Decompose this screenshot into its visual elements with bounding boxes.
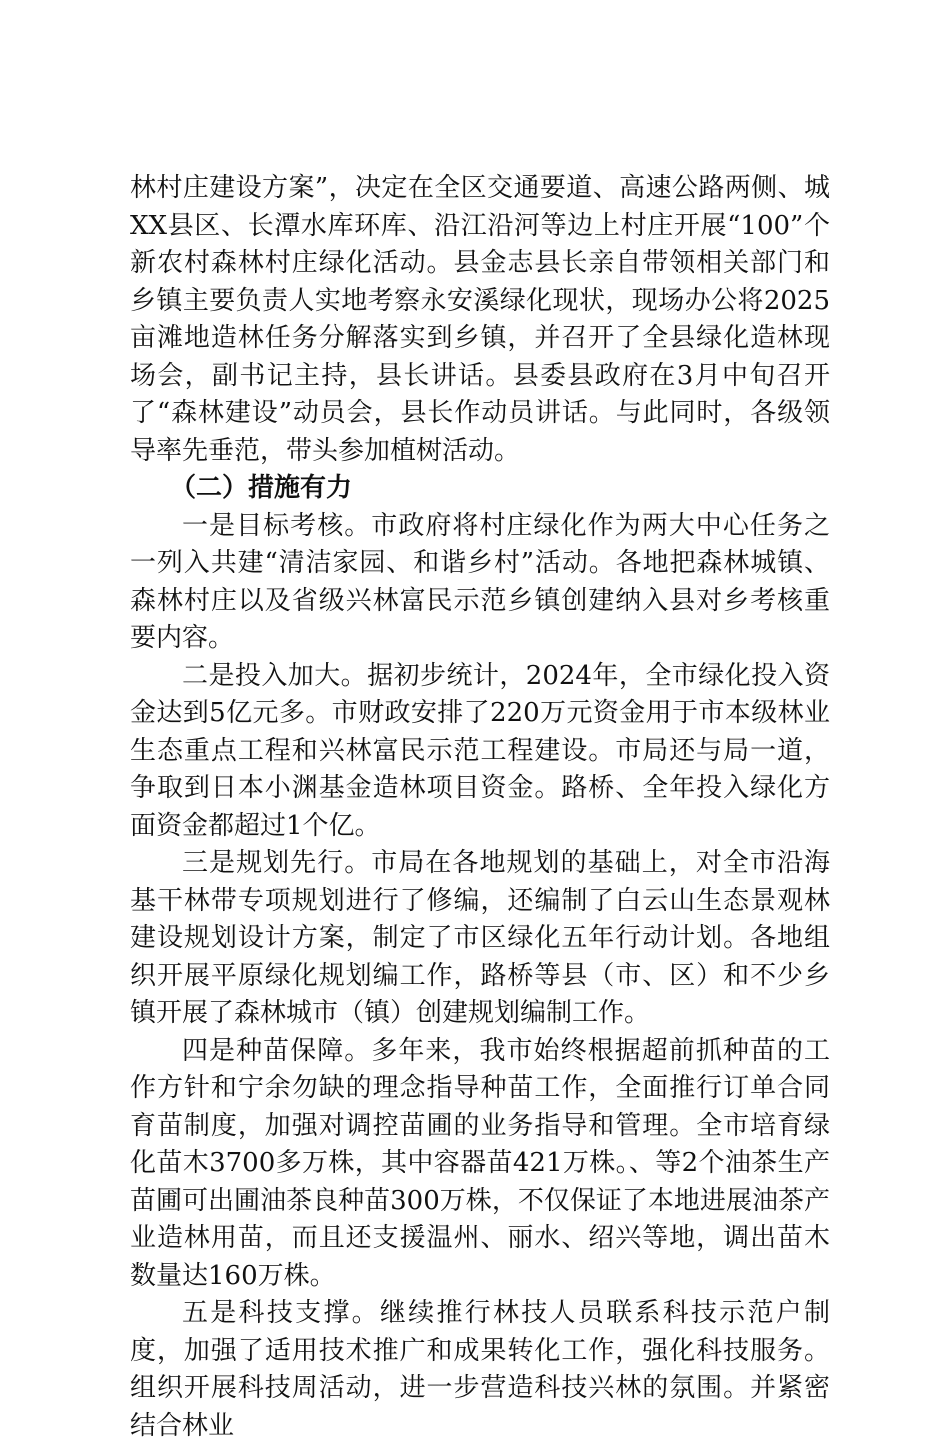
continued-paragraph: 林村庄建设方案”，决定在全区交通要道、高速公路两侧、城XX县区、长潭水库环库、沿江沿河等边上村庄开展“100”个新农村森林村庄绿化活动。县金志县长亲自带领相关部门和乡镇主要负责人实地考察永安溪绿化现状，现场办公将2025亩滩地造林任务分解落实到乡镇，并召开了全县绿化造林现场会，副书记主持，县长讲话。县委县政府在3月中旬召开了“森林建设”动员会，县长作动员讲话。与此同时，各级领导率先垂范，带头参加植树活动。	[130, 173, 830, 466]
paragraph-seedlings: 四是种苗保障。多年来，我市始终根据超前抓种苗的工作方针和宁余勿缺的理念指导种苗工作，全面推行订单合同育苗制度，加强对调控苗圃的业务指导和管理。全市培育绿化苗木3700多万株，其中容器苗421万株。、等2个油茶生产苗圃可出圃油茶良种苗300万株，不仅保证了本地进展油茶产业造林用苗，而且还支援温州、丽水、绍兴等地，调出苗木数量达160万株。	[130, 1035, 830, 1291]
paragraph-technology: 五是科技支撑。继续推行林技人员联系科技示范户制度，加强了适用技术推广和成果转化工作，强化科技服务。组织开展科技周活动，进一步营造科技兴林的氛围。并紧密结合林业	[130, 1298, 830, 1441]
document-body	[130, 170, 830, 1445]
paragraph-investment: 二是投入加大。据初步统计，2024年，全市绿化投入资金达到5亿元多。市财政安排了220万元资金用于市本级林业生态重点工程和兴林富民示范工程建设。市局还与局一道，争取到日本小渊基金造林项目资金。路桥、全年投入绿化方面资金都超过1个亿。	[130, 660, 830, 841]
paragraph-planning: 三是规划先行。市局在各地规划的基础上，对全市沿海基干林带专项规划进行了修编，还编制了白云山生态景观林建设规划设计方案，制定了市区绿化五年行动计划。各地组织开展平原绿化规划编工作，路桥等县（市、区）和不少乡镇开展了森林城市（镇）创建规划编制工作。	[130, 848, 830, 1028]
paragraph-target-assessment: 一是目标考核。市政府将村庄绿化作为两大中心任务之一列入共建“清洁家园、和谐乡村”活动。各地把森林城镇、森林村庄以及省级兴林富民示范乡镇创建纳入县对乡考核重要内容。	[130, 510, 830, 653]
section-heading: （二）措施有力	[170, 473, 353, 503]
